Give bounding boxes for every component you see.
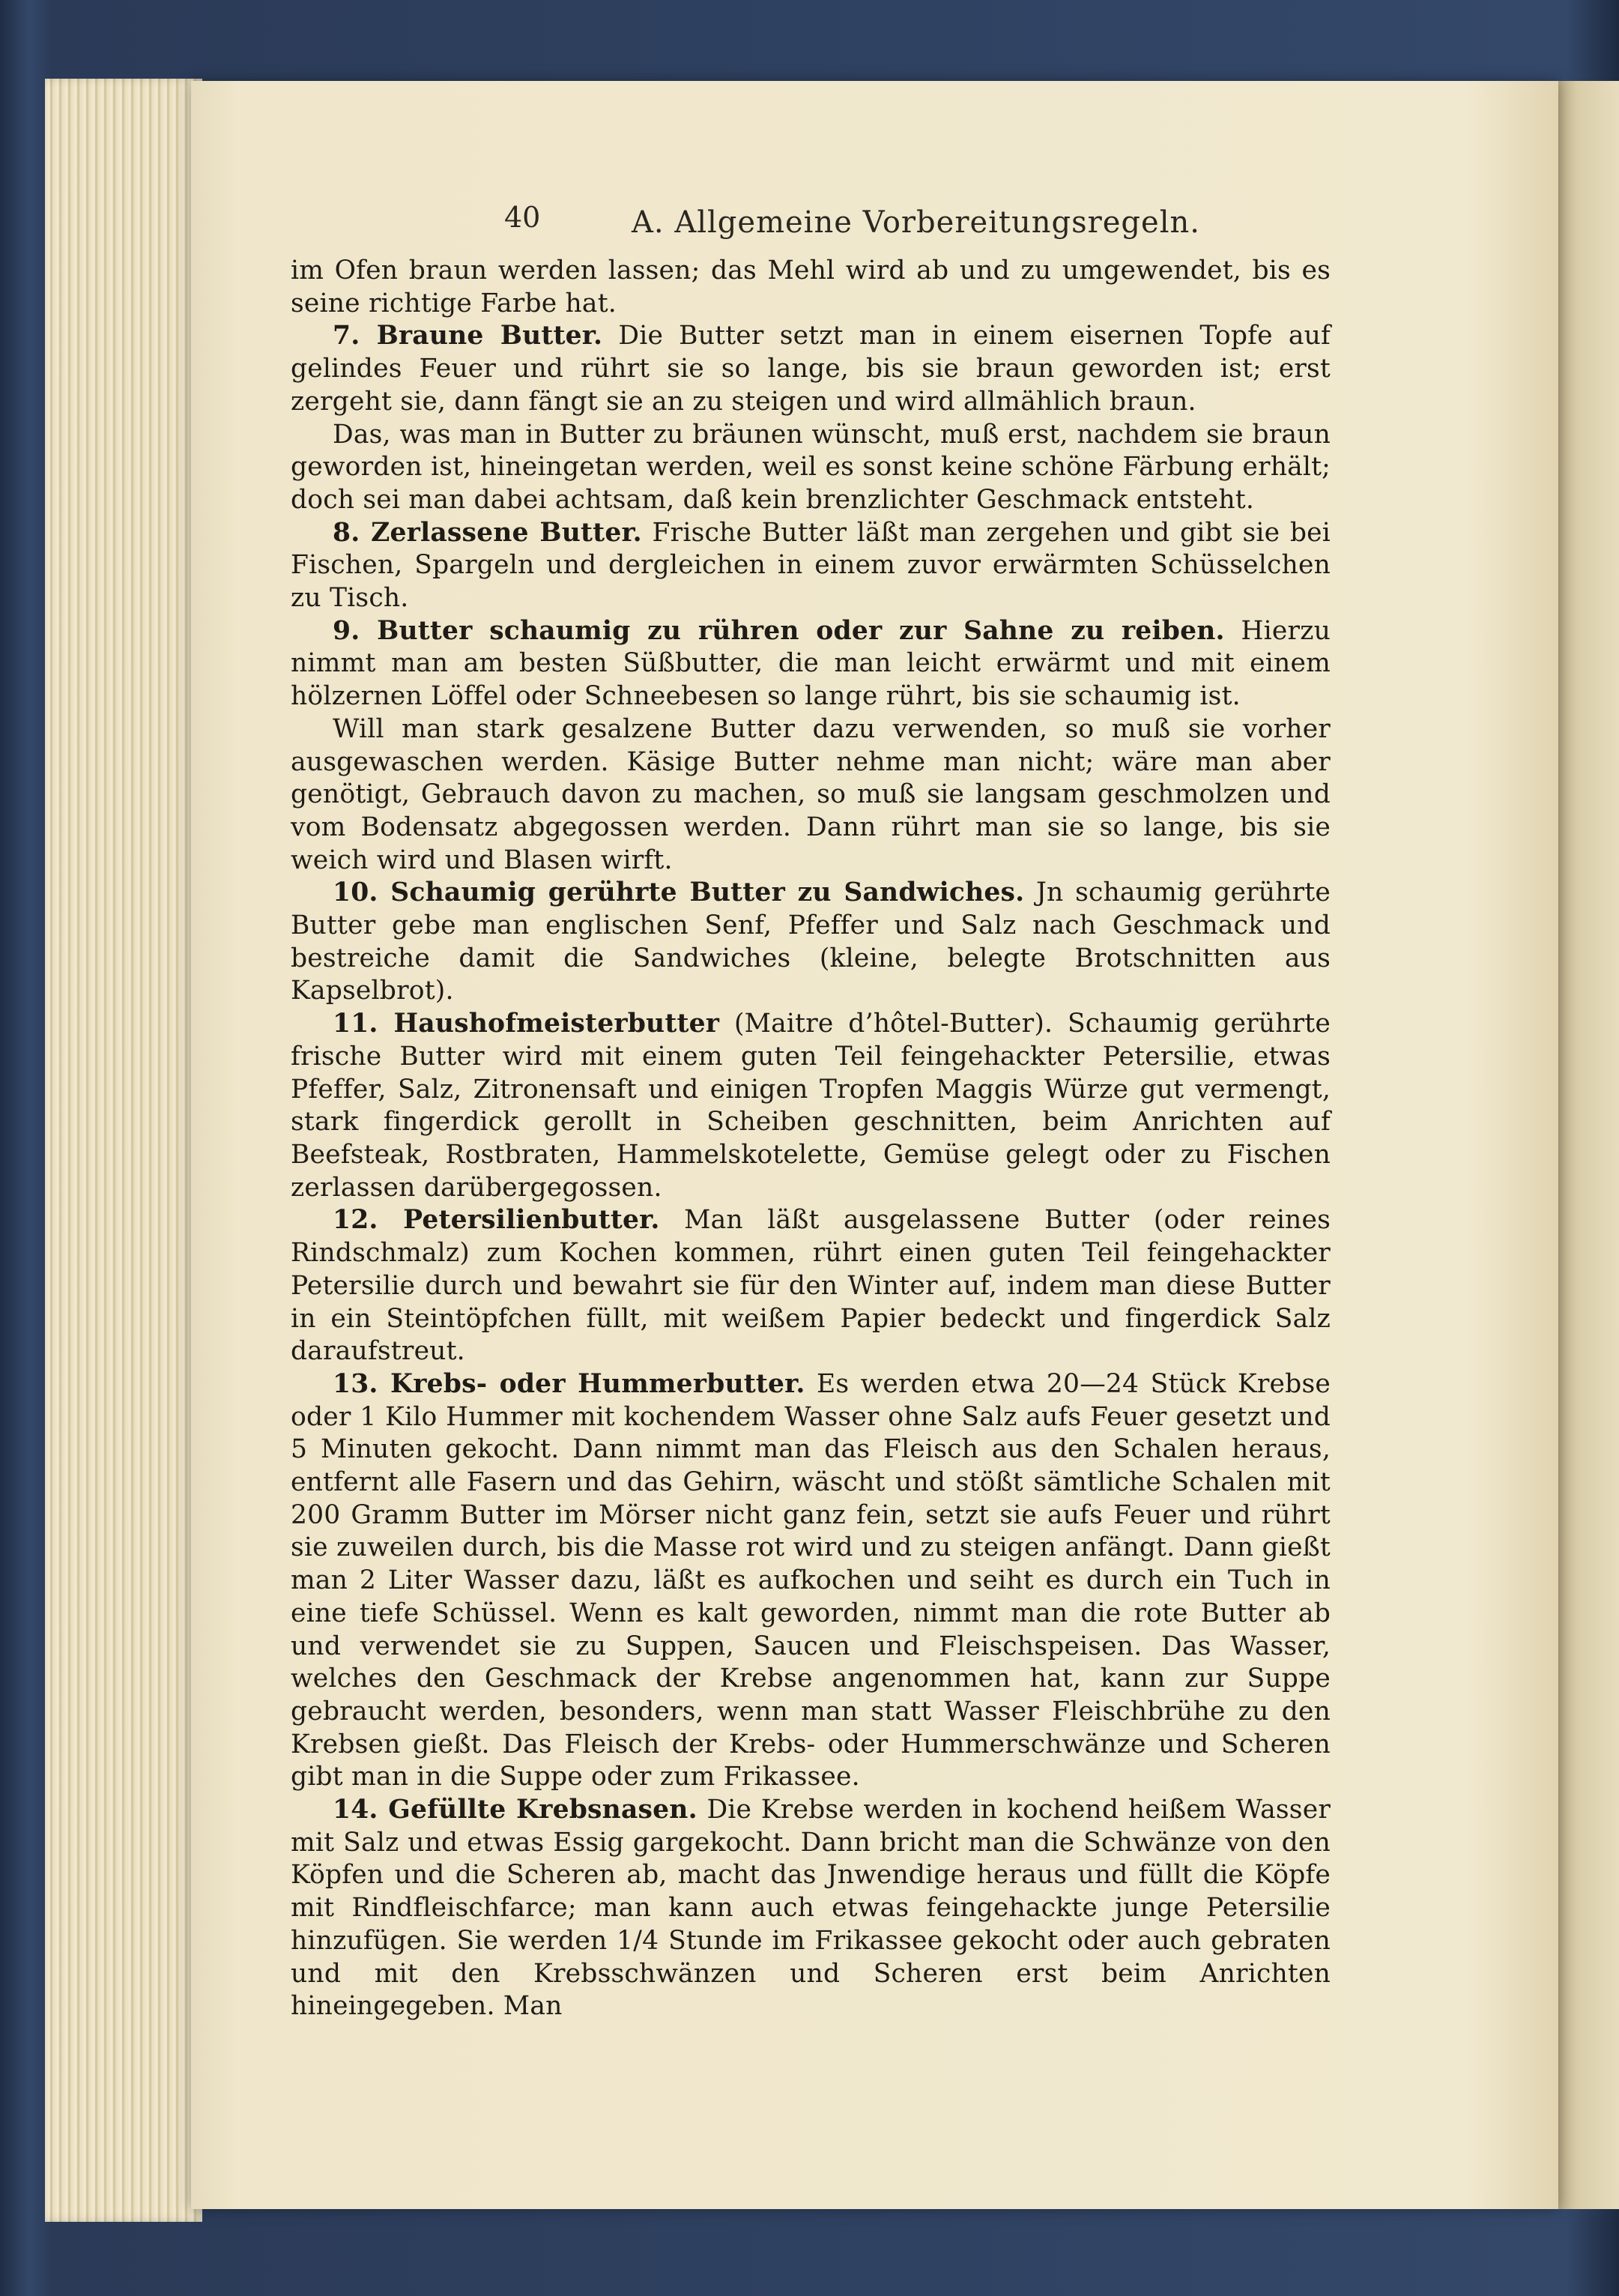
paragraph — [291, 713, 1331, 877]
section-heading: 14. Gefüllte Krebsnasen. — [333, 1795, 697, 1825]
section-heading: 10. Schaumig gerührte Butter zu Sandwiches. — [333, 877, 1025, 908]
section-heading: 7. Braune Butter. — [333, 321, 603, 351]
section-heading: 12. Petersilienbutter. — [333, 1205, 660, 1236]
paragraph-text: Frische Butter läßt man zergehen und gibt sie bei Fischen, Spargeln und dergleichen in einem zuvor erwärmten Schüsselchen zu Tisch. — [291, 517, 1331, 614]
paragraph — [291, 1204, 1331, 1368]
paragraph — [291, 1368, 1331, 1794]
paragraph-text: Will man stark gesalzene Butter dazu verwenden, so muß sie vorher ausgewaschen werden. Käsige Butter nehme man nicht; wäre man aber genötigt, Gebrauch davon zu machen, so muß sie langsam geschmolzen und vom Bodensatz abgegossen werden. Dann rührt man sie so lange, bis sie weich wird und Blasen wirft. — [291, 713, 1331, 875]
paragraph — [291, 255, 1331, 320]
paragraph — [291, 1794, 1331, 2023]
paragraph-text: Hierzu nimmt man am besten Süßbutter, die man leicht erwärmt und mit einem hölzernen Löffel oder Schneebesen so lange rührt, bis sie schaumig ist. — [291, 615, 1331, 712]
running-head: A. Allgemeine Vorbereitungsregeln. — [632, 205, 1200, 240]
paragraph — [291, 419, 1331, 517]
section-heading: 8. Zerlassene Butter. — [333, 517, 642, 548]
paragraph-text: im Ofen braun werden lassen; das Mehl wird ab und zu umgewendet, bis es seine richtige Farbe hat. — [291, 256, 1331, 318]
paragraph — [291, 320, 1331, 418]
paragraph-text: Es werden etwa 20—24 Stück Krebse oder 1 Kilo Hummer mit kochendem Wasser ohne Salz aufs Feuer gesetzt und 5 Minuten gekocht. Dann nimmt man das Fleisch aus den Schalen heraus, entfernt alle Fasern und das Gehirn, wäscht und stößt sämtliche Schalen mit 200 Gramm Butter im Mörser nicht ganz fein, setzt sie aufs Feuer und rührt sie zuweilen durch, bis die Masse rot wird und zu steigen anfängt. Dann gießt man 2 Liter Wasser dazu, läßt es aufkochen und seiht es durch ein Tuch in eine tiefe Schüssel. Wenn es kalt geworden, nimmt man die rote Butter ab und verwendet sie zu Suppen, Saucen und Fleischspeisen. Das Wasser, welches den Geschmack der Krebse angenommen hat, kann zur Suppe gebraucht werden, besonders, wenn man statt Wasser Fleischbrühe zu den Krebsen gießt. Das Fleisch der Krebs- oder Hummerschwänze und Scheren gibt man in die Suppe oder zum Frikassee. — [291, 1368, 1331, 1792]
page-header — [191, 201, 1558, 261]
paragraph-text: Man läßt ausgelassene Butter (oder reines Rindschmalz) zum Kochen kommen, rührt einen guten Teil feingehackter Petersilie durch und bewahrt sie für den Winter auf, indem man diese Butter in ein Steintöpfchen füllt, mit weißem Papier bedeckt und fingerdick Salz daraufstreut. — [291, 1205, 1331, 1367]
section-heading: 13. Krebs- oder Hummerbutter. — [333, 1368, 805, 1399]
paragraph-text: Die Krebse werden in kochend heißem Wasser mit Salz und etwas Essig gargekocht. Dann bricht man die Schwänze von den Köpfen und die Scheren ab, macht das Jnwendige heraus und füllt die Köpfe mit Rindfleischfarce; man kann auch etwas feingehackte junge Petersilie hinzufügen. Sie werden 1/4 Stunde im Frikassee gekocht oder auch gebraten und mit den Krebsschwänzen und Scheren erst beim Anrichten hineingegeben. Man — [291, 1795, 1331, 2022]
paragraph — [291, 517, 1331, 615]
body-text — [291, 255, 1331, 2023]
paragraph — [291, 877, 1331, 1008]
paragraph-text: Jn schaumig gerührte Butter gebe man englischen Senf, Pfeffer und Salz nach Geschmack und bestreiche damit die Sandwiches (kleine, belegte Brotschnitten aus Kapselbrot). — [291, 877, 1331, 1006]
paragraph — [291, 615, 1331, 713]
page-number: 40 — [504, 201, 541, 234]
section-heading: 11. Haushofmeisterbutter — [333, 1009, 720, 1039]
paragraph-text: (Maitre d’hôtel-Butter). Schaumig gerührte frische Butter wird mit einem guten Teil feingehackter Petersilie, etwas Pfeffer, Salz, Zitronensaft und einigen Tropfen Maggis Würze gut vermengt, stark fingerdick gerollt in Scheiben geschnitten, beim Anrichten auf Beefsteak, Rostbraten, Hammelskotelette, Gemüse gelegt oder zu Fischen zerlassen darübergegossen. — [291, 1009, 1331, 1203]
facing-page-edge — [1555, 81, 1619, 2209]
paragraph-text: Das, was man in Butter zu bräunen wünscht, muß erst, nachdem sie braun geworden ist, hineingetan werden, weil es sonst keine schöne Färbung erhält; doch sei man dabei achtsam, daß kein brenzlichter Geschmack entsteht. — [291, 419, 1331, 515]
paragraph-text: Die Butter setzt man in einem eisernen Topfe auf gelindes Feuer und rührt sie so lange, bis sie braun geworden ist; erst zergeht sie, dann fängt sie an zu steigen und wird allmählich braun. — [291, 321, 1331, 417]
section-heading: 9. Butter schaumig zu rühren oder zur Sahne zu reiben. — [333, 615, 1225, 646]
paragraph — [291, 1008, 1331, 1204]
page-stack-edges — [45, 79, 202, 2222]
